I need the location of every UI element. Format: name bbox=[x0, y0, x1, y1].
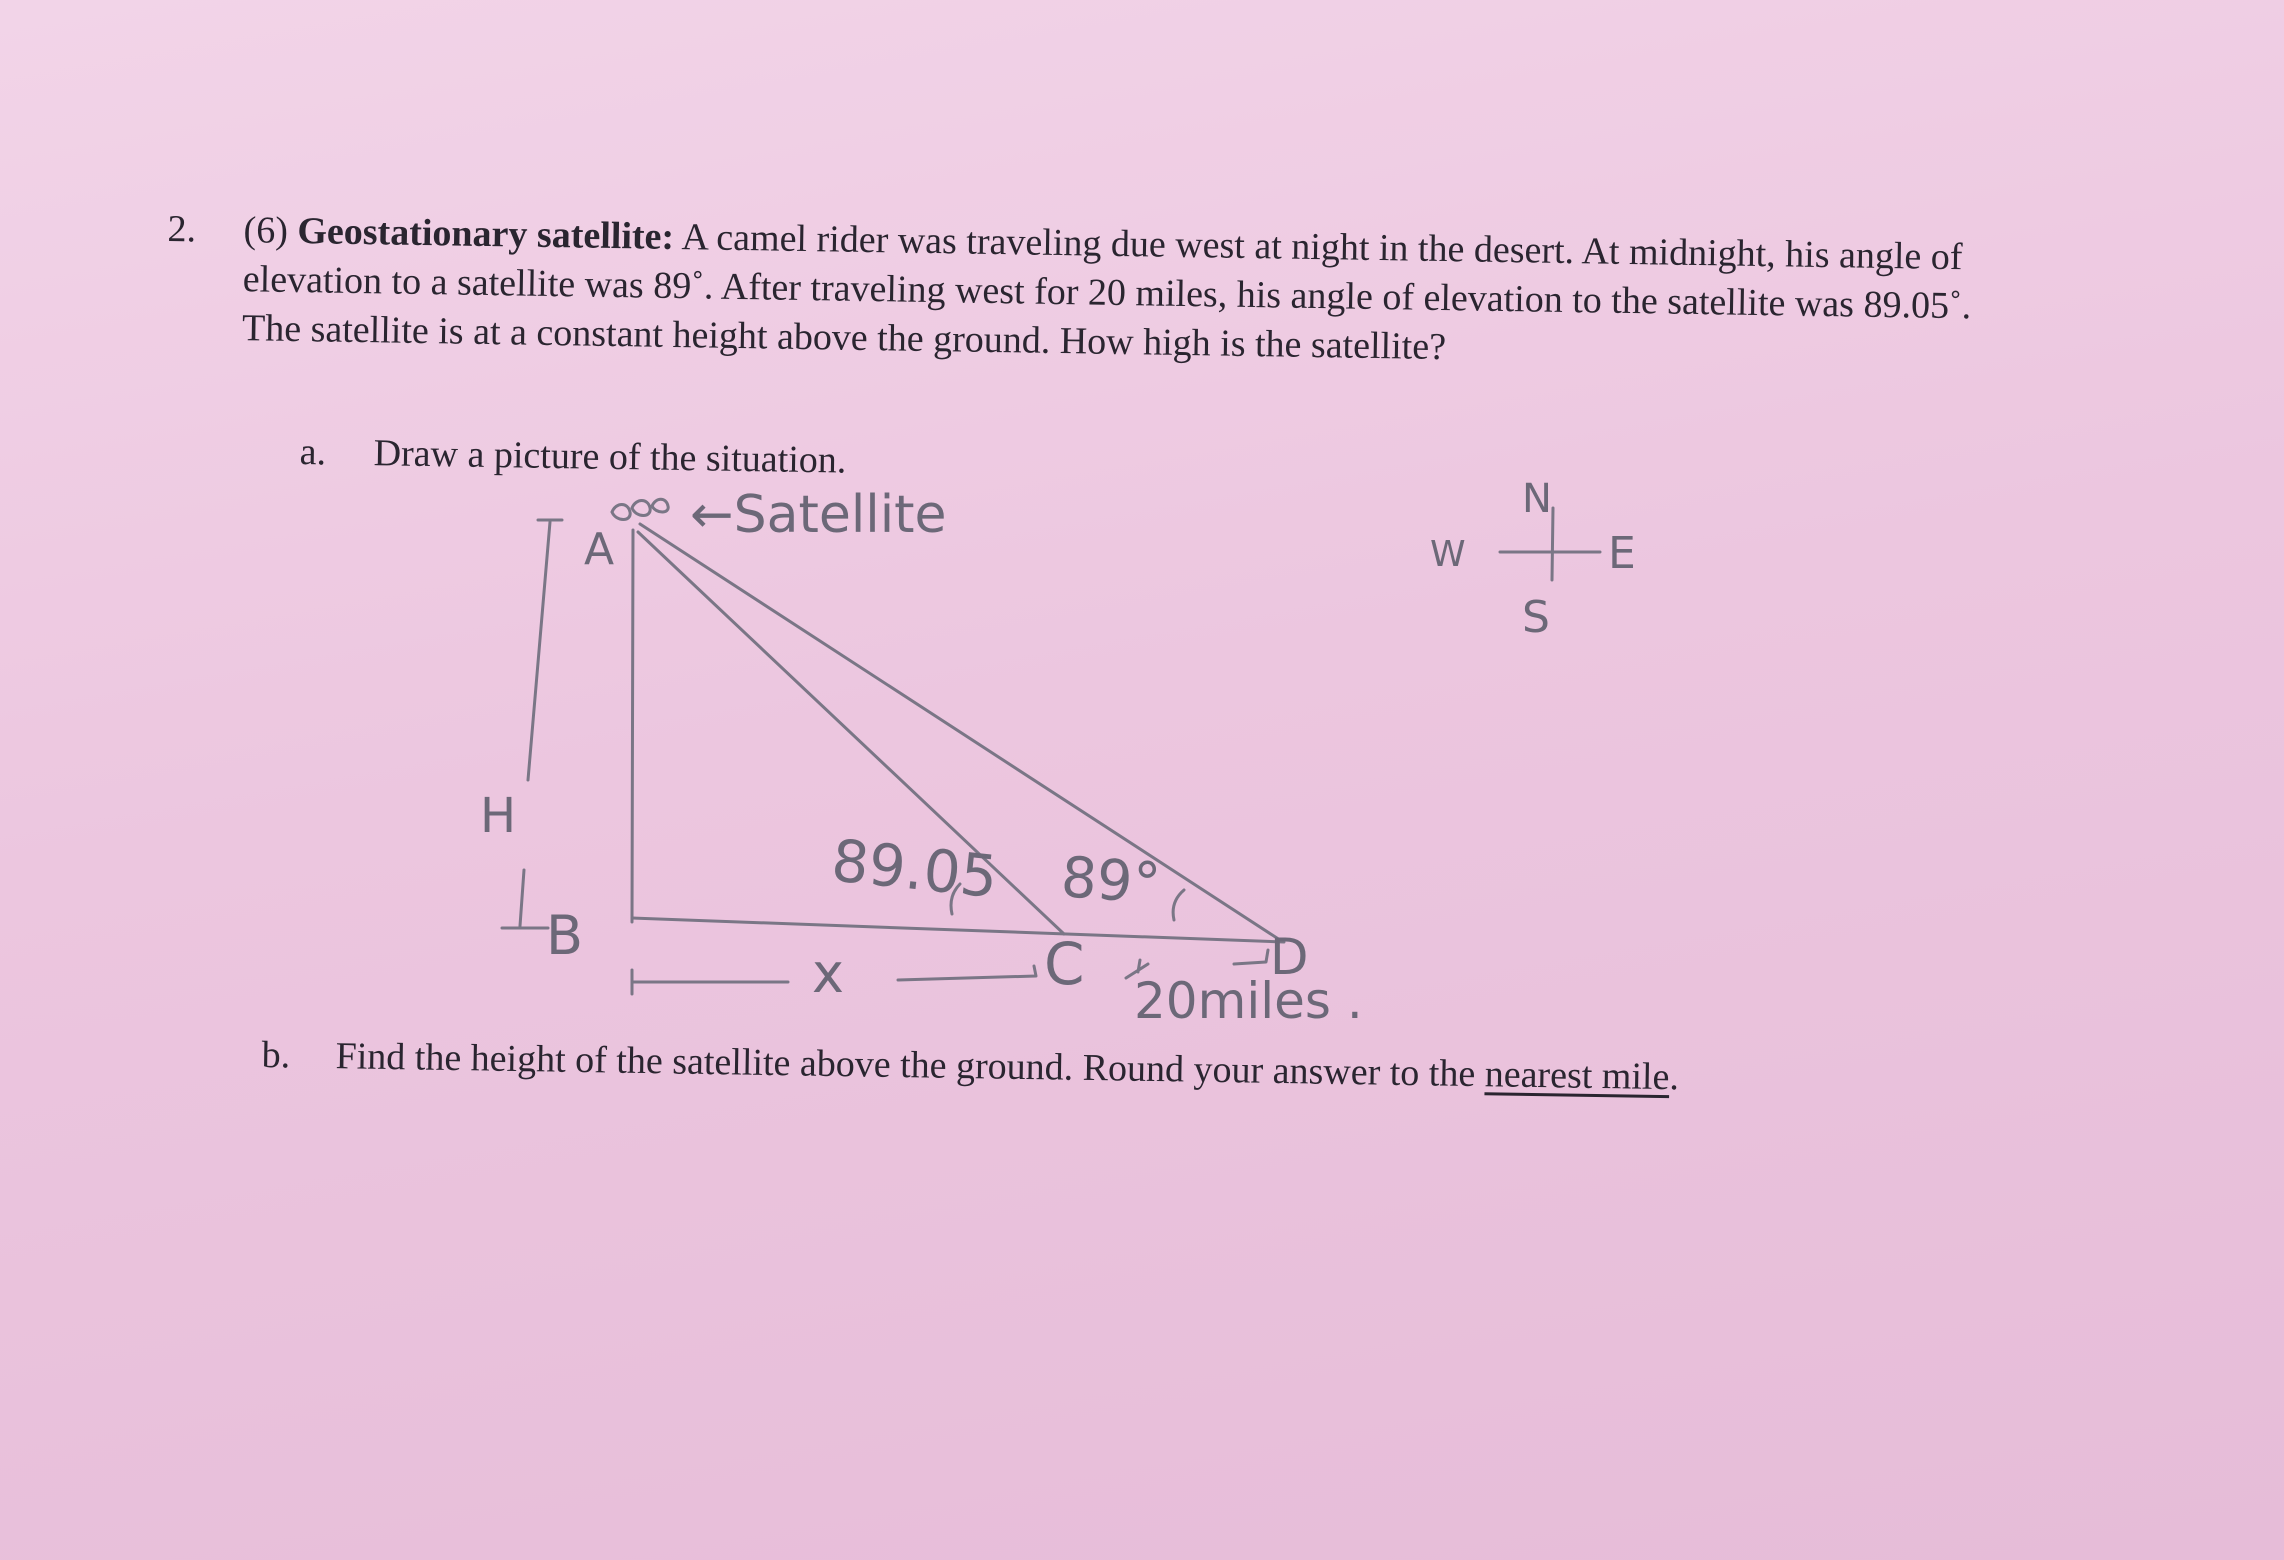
compass-s: S bbox=[1522, 592, 1550, 643]
point-b-label: B bbox=[546, 904, 584, 967]
angle-label-c: 89.05 bbox=[828, 826, 1001, 912]
ground-line bbox=[632, 918, 1284, 942]
compass-e: E bbox=[1608, 528, 1636, 579]
point-a-label: A bbox=[584, 524, 615, 575]
problem-text-2: . After traveling west for 20 miles, his angle of elevation to the satellite was bbox=[703, 265, 1864, 326]
x-label: x bbox=[812, 942, 844, 1005]
angle-value-1: 89˚ bbox=[652, 264, 705, 308]
x-bracket-left bbox=[632, 970, 788, 994]
compass-w: W bbox=[1430, 534, 1466, 575]
part-b-text: Find the height of the satellite above the ground. Round your answer to the bbox=[335, 1035, 1486, 1096]
x-bracket-right bbox=[898, 966, 1036, 980]
point-c-label: C bbox=[1044, 930, 1085, 998]
problem-points: (6) bbox=[243, 209, 289, 252]
part-a-letter: a. bbox=[299, 430, 327, 474]
height-bracket bbox=[502, 520, 562, 928]
angle-value-2: 89.05˚ bbox=[1863, 283, 1962, 328]
distance-label: 20miles . bbox=[1134, 972, 1363, 1030]
angle-arc-d bbox=[1173, 890, 1184, 920]
satellite-icon bbox=[612, 499, 668, 519]
angle-label-d: 89° bbox=[1059, 845, 1163, 917]
part-b-period: . bbox=[1669, 1056, 1680, 1099]
point-d-label: D bbox=[1270, 928, 1309, 986]
height-label: H bbox=[480, 788, 517, 844]
problem-number: 2. bbox=[167, 207, 197, 251]
part-b-letter: b. bbox=[261, 1033, 291, 1077]
compass-n: N bbox=[1522, 476, 1552, 522]
part-a-text: Draw a picture of the situation. bbox=[373, 432, 847, 482]
height-line bbox=[632, 530, 633, 922]
nearest-mile-underlined: nearest mile bbox=[1484, 1053, 1670, 1099]
problem-title: Geostationary satellite: bbox=[297, 210, 675, 258]
satellite-label: ←Satellite bbox=[690, 485, 947, 545]
problem-text-3: . The satellite is at a constant height above the ground. How high is the satellite? bbox=[241, 285, 1972, 369]
problem-text-1: A camel rider was traveling due west at night in the desert. At midnight, his angle of elevation to a satellite was bbox=[242, 216, 1963, 307]
